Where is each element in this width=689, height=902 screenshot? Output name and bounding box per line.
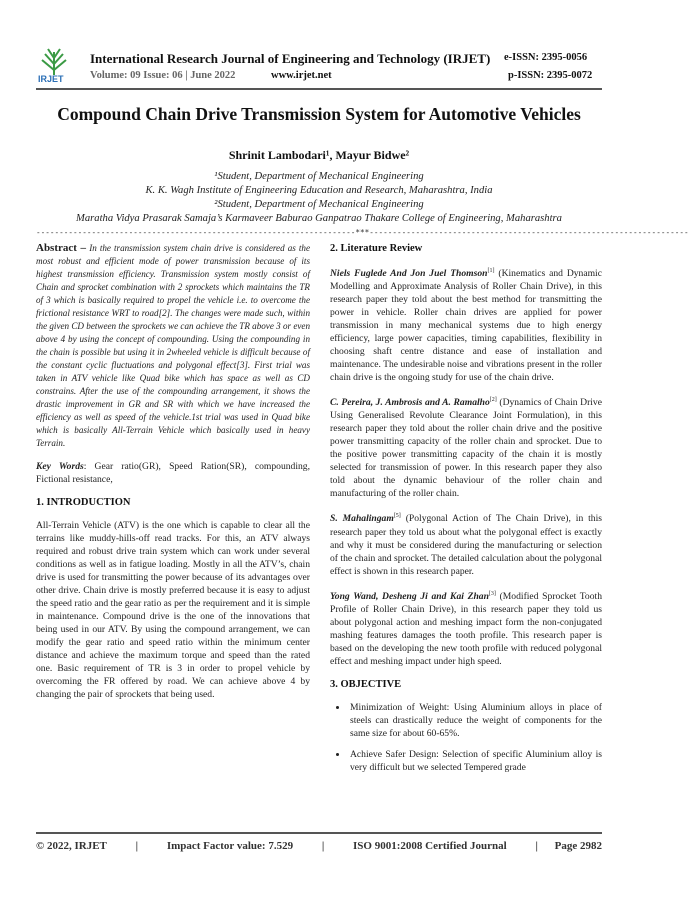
keywords-label: Key Words [36, 461, 84, 472]
literature-author: C. Pereira, J. Ambrosis and A. Ramalho [330, 397, 490, 409]
objective-heading: 3. OBJECTIVE [330, 678, 402, 690]
literature-ref: [1] [487, 268, 495, 274]
list-item: • Minimization of Weight: Using Aluminium alloys in place of steels can drastically reduce the weight of components for the same size for about 60-65%. [348, 701, 602, 740]
introduction-heading: 1. INTRODUCTION [36, 497, 131, 508]
footer-separator: | [321, 840, 325, 852]
paper-authors: Shrinit Lambodari¹, Mayur Bidwe² [228, 148, 410, 162]
literature-entry [330, 394, 602, 500]
literature-entry [330, 510, 602, 577]
left-column [36, 242, 310, 711]
affiliation-1: ¹Student, Department of Mechanical Engineering [214, 171, 424, 182]
literature-author: Yong Wand, Desheng Ji and Kai Zhan [330, 590, 489, 602]
literature-author: S. Mahalingam [330, 513, 394, 525]
paper-title: Compound Chain Drive Transmission System for Automotive Vehicles [57, 104, 581, 124]
footer-copyright: © 2022, IRJET [36, 840, 107, 852]
pissn: p-ISSN: 2395-0072 [508, 70, 593, 81]
literature-ref: [5] [393, 513, 401, 520]
footer-separator: | [135, 840, 139, 852]
journal-header [0, 0, 638, 90]
page-footer [36, 840, 602, 852]
literature-text: (Kinematics and Dynamic Modelling and Approximate Analysis of Roller Chain Drive), in this research paper they told about the best method for transmitting the power in vehicle. Roller chain drives are applied for power transmission in many mechanical systems due to high energy efficiency, large power capacities, timing capabilities, flexibility in choosing shaft centre distance and ease of installation and maintenance. The undesirable noise and vibrations present in the roller chain drive is the ongoing study for use of the chain drive. [330, 268, 602, 384]
eissn: e-ISSN: 2395-0056 [504, 52, 588, 63]
literature-heading: 2. Literature Review [330, 243, 423, 254]
literature-ref: [2] [489, 397, 497, 404]
affiliation-4: Maratha Vidya Prasarak Samaja’s Karmaveer Baburao Ganpatrao Thakare College of Engineering, Maharashtra [76, 213, 562, 224]
volume-issue: Volume: 09 Issue: 06 | June 2022 [90, 70, 236, 81]
literature-text: (Modified Sprocket Tooth Profile of Roller Chain Drive), in this research paper they told us about polygonal action and meshing impact form the non-conjugated mashing features damages the tooth profile. This research paper is based on the developing the new tooth profile with reduced polygonal effect and meshing impact under high speed. [330, 590, 602, 667]
irjet-logo-icon [36, 46, 72, 76]
keywords [36, 460, 310, 486]
footer-rule [36, 832, 602, 834]
objective-list [330, 701, 602, 774]
literature-ref: [3] [488, 590, 496, 597]
footer-iso: ISO 9001:2008 Certified Journal [353, 840, 507, 852]
literature-entry [330, 265, 602, 384]
literature-text: (Polygonal Action of The Chain Drive), in this research paper they told us about what the polygonal effect is exactly and why it must be considered during the manufacturing or selection of the chain and sprocket. The detailed calculation about the polygonal effect is shown in this research paper. [330, 513, 602, 577]
affiliation-2: K. K. Wagh Institute of Engineering Education and Research, Maharashtra, India [145, 185, 493, 196]
footer-impact: Impact Factor value: 7.529 [166, 840, 294, 852]
literature-text: (Dynamics of Chain Drive Using Generalised Revolute Clearance Joint Formulation), in this research paper they told about the roller chain drive and the positive power transmitting capacity of the roller chain and sprocket. Due to the positive power transmitting capacity of the chain it is mostly selected for transmission of power. In this research paper they also told about the dynamic behaviour of the roller chain and manufacturing of the roller chain. [330, 397, 602, 500]
abstract [36, 242, 310, 450]
abstract-body: In the transmission system chain drive is considered as the most robust and efficient mode of power transmission because of its highest transmission efficiency. Transmission system mostly consist of Chain and sprocket combination with 2 sprockets which maintains the TR of 3 which is basically required to propel the vehicle i.e. to overcome the frictional resistance WRT to road[2]. The changes were made such, within the given CD between the sprockets we can achieve the TR above 3 or even above 4 by using the concept of compounding. Using the compounding in the chain is possible but using it in 2wheeled vehicle is difficult because of the constant cyclic fluctuations and polygonal effect[3]. First trial was taken in ATV vehicle like Quad bike which has space as well as CD constrains. After the use of the compounding arrangement, it shows the drastic improvement in GR and SR with which we have increased the efficiency as well as speed of the vehicle.1st trial was used in Quad bike which is basically All-Terrain Vehicle which basically used in heavy Terrain. [36, 243, 310, 448]
logo-text: IRJET [38, 74, 64, 84]
right-column [330, 242, 602, 782]
literature-author: Niels Fuglede And Jon Juel Thomson [330, 268, 488, 280]
journal-website: www.irjet.net [271, 70, 332, 81]
list-item: • Achieve Safer Design: Selection of specific Aluminium alloy is very difficult but we selected Tempered grade [348, 748, 602, 774]
introduction-body: All-Terrain Vehicle (ATV) is the one which is capable to clear all the terrains like muddy-hills-off read tracks. For this, an ATV always required and robust drive train system which can work under several conditions as well as in fatigue loading. Mostly in all the ATV’s, chain drive is used for transmitting the power because of its advantages over other drive. Chain drive is mostly preferred because it is easy to adjust the speed ratio and the gear ratio as per the requirement and it is simple in maintenance. Compound drive is the one of the innovations that being used in our ATV. By using the compound arrangement, we can modify the gear ratio and speed ratio within the minimum center distance and achieve the maximum torque and speed than the rated one. Basic requirement of TR is 3 in order to propel vehicle by overcoming the FR offered by road. We can achieve above 4 by changing the pair of sprockets that being used. [36, 520, 310, 700]
footer-page: Page 2982 [554, 840, 603, 852]
separator-line: ---------------------------------------------------------------------***--------------------------------------------------------------------- [36, 228, 689, 237]
abstract-heading: Abstract – [36, 242, 86, 254]
literature-entry [330, 588, 602, 668]
header-rule [36, 88, 602, 90]
keywords-text: : Gear ratio(GR), Speed Ration(SR), compounding, Fictional resistance, [36, 461, 310, 485]
affiliation-3: ²Student, Department of Mechanical Engineering [214, 199, 424, 210]
journal-name: International Research Journal of Engineering and Technology (IRJET) [90, 51, 491, 66]
footer-separator: | [535, 840, 538, 852]
